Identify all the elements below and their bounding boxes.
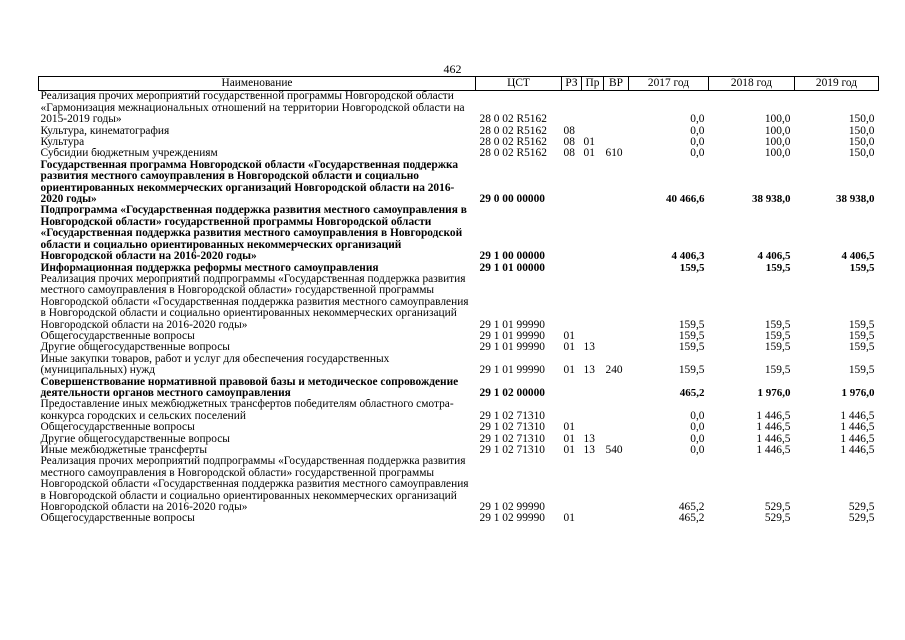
cell-vr [604,342,629,353]
cell-vr [604,399,629,422]
cell-rz [562,205,582,262]
cell-2017: 0,0 [690,124,705,137]
cell-name: Другие общегосударственные вопросы [40,342,230,354]
cell-2017: 0,0 [690,113,705,126]
cell-rz: 01 [563,329,575,342]
cell-rz [562,160,582,206]
cell-vr: 540 [605,444,623,456]
cell-2019: 4 406,5 [841,250,875,263]
cell-pr: 13 [583,432,595,445]
table-row [39,263,879,274]
table-row [39,160,879,206]
cell-pr [582,205,604,262]
table-row [39,422,879,433]
cell-2017: 0,0 [690,147,705,160]
cell-vr [604,160,629,206]
cell-cst: 29 1 01 99990 [479,341,545,354]
cell-2017: 40 466,6 [666,193,705,206]
cell-name: Реализация прочих мероприятий подпрограммы «Государственная поддержка развития местного самоуправления в Новгородской области» государственной программы Новгородской области «Государственная поддержка развития местного самоуправления в Новгородской области и социально ориентированных некоммерческих организаций Новгородской области на 2016-2020 годы» [40,273,469,331]
cell-rz [562,274,582,331]
cell-pr [582,160,604,206]
table-row [39,91,879,126]
cell-2019: 159,5 [848,318,875,331]
table-body [39,91,879,525]
cell-2017: 159,5 [678,318,705,331]
cell-name: Общегосударственные вопросы [40,330,195,342]
cell-vr: 240 [605,364,623,377]
cell-cst: 29 1 02 71310 [479,409,545,422]
cell-2019: 159,5 [848,329,875,342]
cell-2018: 159,5 [764,364,791,377]
cell-cst: 29 0 00 00000 [479,193,545,206]
cell-2017: 159,5 [678,341,705,354]
cell-cst: 29 1 02 71310 [479,421,545,434]
cell-2018: 38 938,0 [752,193,791,206]
cell-rz: 08 [563,147,575,160]
cell-2019: 38 938,0 [836,193,875,206]
cell-pr: 13 [583,444,595,456]
cell-cst: 29 1 01 99990 [479,329,545,342]
cell-2017: 159,5 [679,261,705,274]
cell-pr: 01 [583,136,595,149]
col-header-2018: 2018 год [709,77,795,91]
cell-name: Реализация прочих мероприятий государственной программы Новгородской области «Гармонизация межнациональных отношений на территории Новгородской области на 2015-2019 годы» [40,90,465,126]
cell-2018: 1 446,5 [756,409,791,422]
col-header-rz: РЗ [562,77,582,91]
cell-2017: 159,5 [678,329,705,342]
cell-name: Реализация прочих мероприятий подпрограммы «Государственная поддержка развития местного самоуправления в Новгородской области» государственной программы Новгородской области «Государственная поддержка развития местного самоуправления в Новгородской области и социально ориентированных некоммерческих организаций Новгородской области на 2016-2020 годы» [40,456,469,514]
cell-2018: 529,5 [764,512,791,525]
cell-2019: 150,0 [848,113,875,126]
cell-name: Культура [40,137,85,149]
cell-pr [582,263,604,274]
cell-rz: 01 [563,512,575,525]
cell-name: Предоставление иных межбюджетных трансфертов победителям областного смотра-конкурса городских и сельских поселений [40,399,454,422]
cell-2017: 465,2 [678,501,705,514]
cell-name: Иные закупки товаров, работ и услуг для обеспечения государственных (муниципальных) нужд [40,353,390,377]
cell-2017: 0,0 [690,444,705,456]
cell-name: Информационная поддержка реформы местного самоуправления [40,262,379,274]
cell-2018: 1 446,5 [756,444,791,456]
cell-2018: 1 976,0 [757,386,791,399]
col-header-vr: ВР [604,77,629,91]
cell-2017: 159,5 [678,364,705,377]
cell-2019: 529,5 [848,512,875,525]
table-row [39,445,879,456]
cell-pr: 13 [583,364,595,377]
cell-pr [582,456,604,513]
cell-cst: 29 1 02 99990 [479,501,545,514]
cell-pr [582,513,604,524]
cell-2018: 159,5 [764,329,791,342]
cell-vr [604,205,629,262]
table-row [39,331,879,342]
cell-rz [562,263,582,274]
cell-vr [604,456,629,513]
cell-vr [604,331,629,342]
cell-vr: 610 [605,147,623,160]
table-row [39,456,879,513]
cell-rz [562,456,582,513]
col-header-name: Наименование [39,77,476,91]
cell-2018: 100,0 [764,113,791,126]
cell-2017: 0,0 [690,409,705,422]
cell-2018: 100,0 [764,136,791,149]
cell-cst: 29 1 01 99990 [479,364,545,377]
cell-rz: 01 [563,444,575,456]
cell-rz: 01 [563,432,575,445]
cell-name: Общегосударственные вопросы [40,513,195,525]
cell-rz: 01 [563,341,575,354]
cell-2018: 100,0 [764,124,791,137]
cell-2018: 4 406,5 [757,250,791,263]
cell-vr [604,422,629,433]
cell-2017: 0,0 [690,421,705,434]
table-row [39,148,879,159]
budget-table [38,76,879,525]
table-row [39,126,879,137]
cell-2017: 0,0 [690,136,705,149]
cell-2019: 1 446,5 [840,444,875,456]
cell-2019: 529,5 [848,501,875,514]
cell-name: Общегосударственные вопросы [40,422,195,434]
cell-rz [562,91,582,126]
cell-2019: 1 446,5 [840,421,875,434]
table-row [39,354,879,377]
cell-2017: 4 406,3 [671,250,705,263]
cell-cst: 28 0 02 R5162 [479,147,547,160]
table-header-row [39,77,879,91]
cell-pr [582,377,604,400]
cell-2019: 1 446,5 [840,409,875,422]
cell-cst: 29 1 02 71310 [479,432,545,445]
table-row [39,377,879,400]
cell-cst: 29 1 02 71310 [479,444,545,456]
cell-2019: 1 446,5 [840,432,875,445]
cell-name: Подпрограмма «Государственная поддержка развития местного самоуправления в Новгородской области» государственной программы Новгородской области «Государственная поддержка развития местного самоуправления в Новгородской области и социально ориентированных некоммерческих организаций Новгородской области на 2016-2020 годы» [40,205,467,263]
cell-name: Субсидии бюджетным учреждениям [40,148,218,160]
cell-pr: 01 [583,147,595,160]
cell-2018: 529,5 [764,501,791,514]
table-row [39,205,879,262]
cell-2017: 0,0 [690,432,705,445]
cell-pr [582,274,604,331]
cell-2019: 159,5 [848,341,875,354]
cell-2017: 465,2 [678,512,705,525]
cell-pr [582,399,604,422]
cell-cst: 28 0 02 R5162 [479,113,547,126]
page-number: 462 [443,62,462,76]
cell-rz [562,399,582,422]
cell-rz: 08 [563,136,575,149]
col-header-pr: Пр [582,77,604,91]
table-row [39,137,879,148]
cell-rz: 01 [563,421,575,434]
cell-name: Государственная программа Новгородской области «Государственная поддержка развития местного самоуправления в Новгородской области и социально ориентированных некоммерческих организаций Новгородской области на 2016-2020 годы» [40,159,459,206]
cell-2018: 1 446,5 [756,432,791,445]
col-header-2017: 2017 год [629,77,709,91]
cell-rz: 01 [563,364,575,377]
cell-2019: 150,0 [848,147,875,160]
cell-name: Культура, кинематография [40,125,170,137]
cell-2018: 1 446,5 [756,421,791,434]
cell-name: Иные межбюджетные трансферты [40,445,208,456]
cell-2018: 159,5 [764,341,791,354]
cell-2019: 159,5 [849,261,875,274]
cell-2017: 465,2 [679,386,705,399]
table-row [39,274,879,331]
cell-rz: 08 [563,124,575,137]
cell-name: Совершенствование нормативной правовой базы и методическое сопровождение деятельности органов местного самоуправления [40,376,459,399]
cell-cst: 29 1 02 99990 [479,512,545,525]
cell-vr [604,126,629,137]
cell-pr: 13 [583,341,595,354]
col-header-cst: ЦСТ [476,77,562,91]
cell-name: Другие общегосударственные вопросы [40,433,230,445]
cell-cst: 29 1 00 00000 [479,250,545,263]
cell-vr [604,274,629,331]
cell-cst: 29 1 01 00000 [479,261,545,274]
cell-2018: 100,0 [764,147,791,160]
col-header-2019: 2019 год [795,77,879,91]
cell-pr [582,422,604,433]
table-row [39,342,879,353]
cell-2019: 150,0 [848,124,875,137]
cell-cst: 29 1 02 00000 [479,386,545,399]
cell-cst: 28 0 02 R5162 [479,136,547,149]
cell-2018: 159,5 [765,261,791,274]
cell-2019: 150,0 [848,136,875,149]
table-row [39,513,879,524]
cell-vr [604,91,629,126]
cell-2018: 159,5 [764,318,791,331]
cell-vr [604,263,629,274]
cell-pr [582,91,604,126]
cell-cst: 28 0 02 R5162 [479,124,547,137]
cell-2019: 159,5 [848,364,875,377]
cell-2019: 1 976,0 [841,386,875,399]
cell-vr [604,513,629,524]
cell-rz [562,377,582,400]
cell-vr [604,377,629,400]
cell-cst: 29 1 01 99990 [479,318,545,331]
table-row [39,434,879,445]
table-row [39,399,879,422]
